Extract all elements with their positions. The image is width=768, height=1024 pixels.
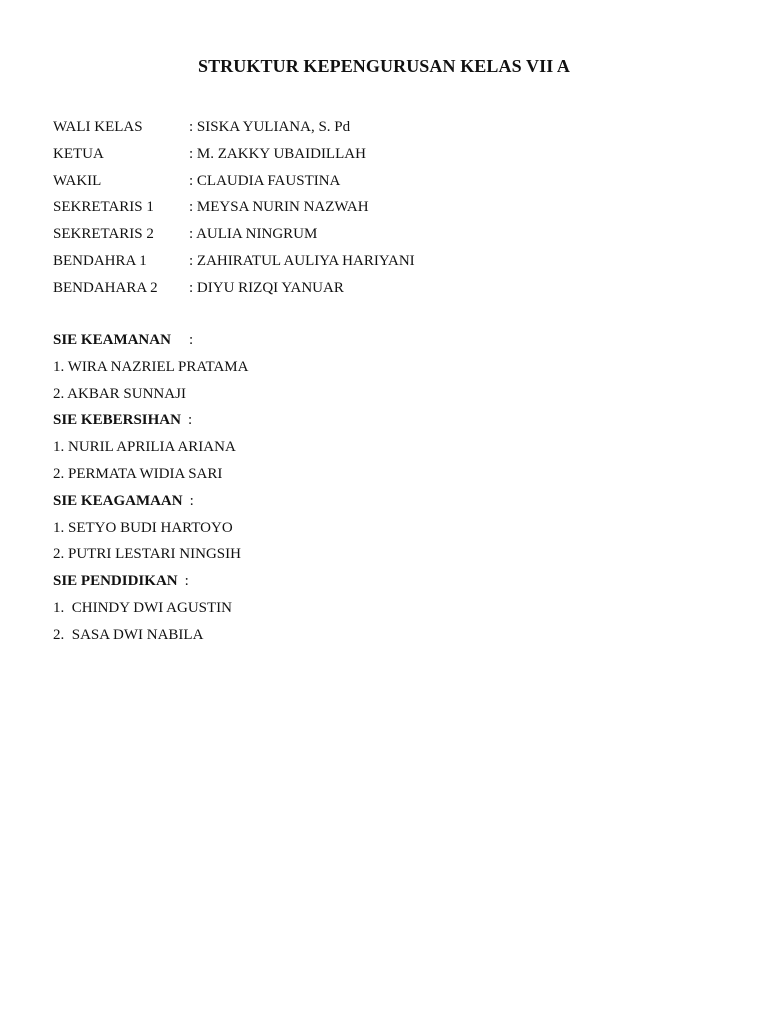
officer-name: : MEYSA NURIN NAZWAH	[189, 199, 369, 216]
section-title: SIE KEBERSIHAN	[53, 412, 181, 429]
section-list	[53, 327, 713, 649]
list-item: 1. WIRA NAZRIEL PRATAMA	[53, 358, 249, 375]
section-colon: :	[189, 332, 194, 348]
officer-role: WAKIL	[53, 172, 102, 189]
officer-row-bendahara-2	[53, 275, 713, 302]
section-colon: :	[187, 412, 193, 429]
officer-list	[53, 114, 713, 302]
officer-row-bendahara-1	[53, 248, 713, 275]
officer-name: : AULIA NINGRUM	[189, 226, 318, 243]
section-title: SIE KEAGAMAAN	[53, 492, 183, 509]
officer-role: BENDAHRA 1	[53, 252, 147, 269]
list-item: 2. PERMATA WIDIA SARI	[53, 465, 223, 482]
page-title: STRUKTUR KEPENGURUSAN KELAS VII A	[197, 56, 571, 76]
list-item: 1. NURIL APRILIA ARIANA	[53, 439, 236, 456]
section-colon: :	[184, 573, 189, 590]
section-title: SIE KEAMANAN	[53, 332, 171, 348]
officer-role: SEKRETARIS 2	[53, 226, 154, 243]
officer-name: : ZAHIRATUL AULIYA HARIYANI	[189, 252, 415, 269]
section-title: SIE PENDIDIKAN	[53, 573, 178, 590]
section-heading-kebersihan	[53, 407, 713, 434]
officer-row-ketua	[53, 141, 713, 168]
officer-role: SEKRETARIS 1	[53, 199, 154, 216]
officer-name: : CLAUDIA FAUSTINA	[189, 172, 341, 189]
officer-row-wali-kelas	[53, 114, 713, 141]
officer-row-sekretaris-2	[53, 221, 713, 248]
list-item: 1. SETYO BUDI HARTOYO	[53, 519, 233, 536]
section-heading-pendidikan	[53, 568, 713, 595]
section-colon: :	[189, 492, 194, 509]
officer-row-sekretaris-1	[53, 194, 713, 221]
list-item: 1. CHINDY DWI AGUSTIN	[53, 599, 233, 616]
section-heading-keamanan	[53, 327, 713, 354]
officer-row-wakil	[53, 168, 713, 195]
officer-role: BENDAHARA 2	[53, 279, 158, 296]
officer-role: KETUA	[53, 145, 104, 162]
list-item: 2. SASA DWI NABILA	[53, 626, 204, 643]
officer-role: WALI KELAS	[53, 119, 143, 135]
list-item: 2. AKBAR SUNNAJI	[53, 385, 186, 402]
officer-name: : DIYU RIZQI YANUAR	[189, 279, 344, 296]
list-item: 2. PUTRI LESTARI NINGSIH	[53, 546, 241, 563]
officer-name: : SISKA YULIANA, S. Pd	[189, 119, 351, 135]
officer-name: : M. ZAKKY UBAIDILLAH	[189, 145, 366, 162]
section-heading-keagamaan	[53, 488, 713, 515]
